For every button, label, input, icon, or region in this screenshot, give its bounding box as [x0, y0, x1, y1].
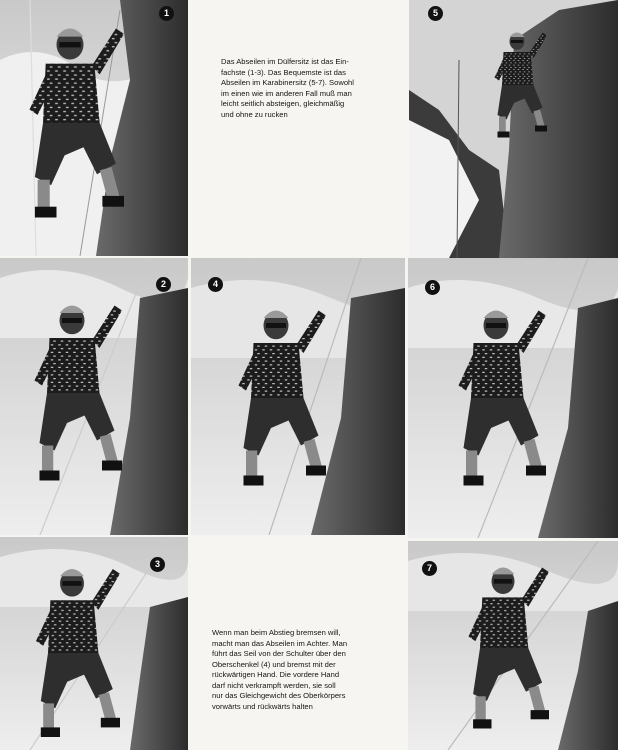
caption-line: Oberschenkel (4) und bremst mit der	[212, 659, 336, 669]
photo-panel-1	[0, 0, 188, 256]
caption-line: darf nicht verkrampft werden, sie soll	[212, 680, 336, 690]
caption-line: führt das Seil von der Schulter über den	[212, 649, 346, 658]
caption-line: vorwärts und rückwärts halten	[212, 701, 313, 711]
photo-number-badge: 4	[208, 277, 223, 292]
photo-climber-image	[191, 258, 405, 535]
caption-line: fachste (1-3). Das Bequemste ist das	[221, 67, 346, 77]
photo-panel-6	[408, 258, 618, 538]
photo-climber-image	[0, 258, 188, 535]
caption-line: und ohne zu rucken	[221, 109, 288, 119]
photo-panel-5	[409, 0, 618, 258]
photo-climber-image	[408, 541, 618, 750]
photo-number-badge: 7	[422, 561, 437, 576]
caption-line: rückwärtigen Hand. Die vordere Hand	[212, 670, 340, 679]
photo-number-badge: 5	[428, 6, 443, 21]
photo-number-badge: 6	[425, 280, 440, 295]
photo-panel-3	[0, 537, 188, 750]
photo-panel-7	[408, 541, 618, 750]
photo-panel-4	[191, 258, 405, 535]
photo-climber-image	[0, 0, 188, 256]
caption-line: Das Abseilen im Dülfersitz ist das Ein-	[221, 57, 349, 66]
photo-number-badge: 1	[159, 6, 174, 21]
caption-line: im einen wie im anderen Fall muß man	[221, 88, 352, 98]
caption-line: macht man das Abseilen im Achter. Man	[212, 638, 348, 648]
photo-number-badge: 2	[156, 277, 171, 292]
photo-climber-image	[409, 0, 618, 258]
photo-number-badge: 3	[150, 557, 165, 572]
caption-line: leicht seitlich absteigen, gleichmäßig	[221, 99, 345, 108]
caption-top	[221, 57, 354, 120]
caption-line: nur das Gleichgewicht des Oberkörpers	[212, 691, 346, 700]
caption-bottom	[212, 628, 347, 712]
caption-line: Wenn man beim Abstieg bremsen will,	[212, 628, 341, 637]
caption-line: Abseilen im Karabinersitz (5-7). Sowohl	[221, 78, 354, 87]
photo-panel-2	[0, 258, 188, 535]
photo-climber-image	[408, 258, 618, 538]
